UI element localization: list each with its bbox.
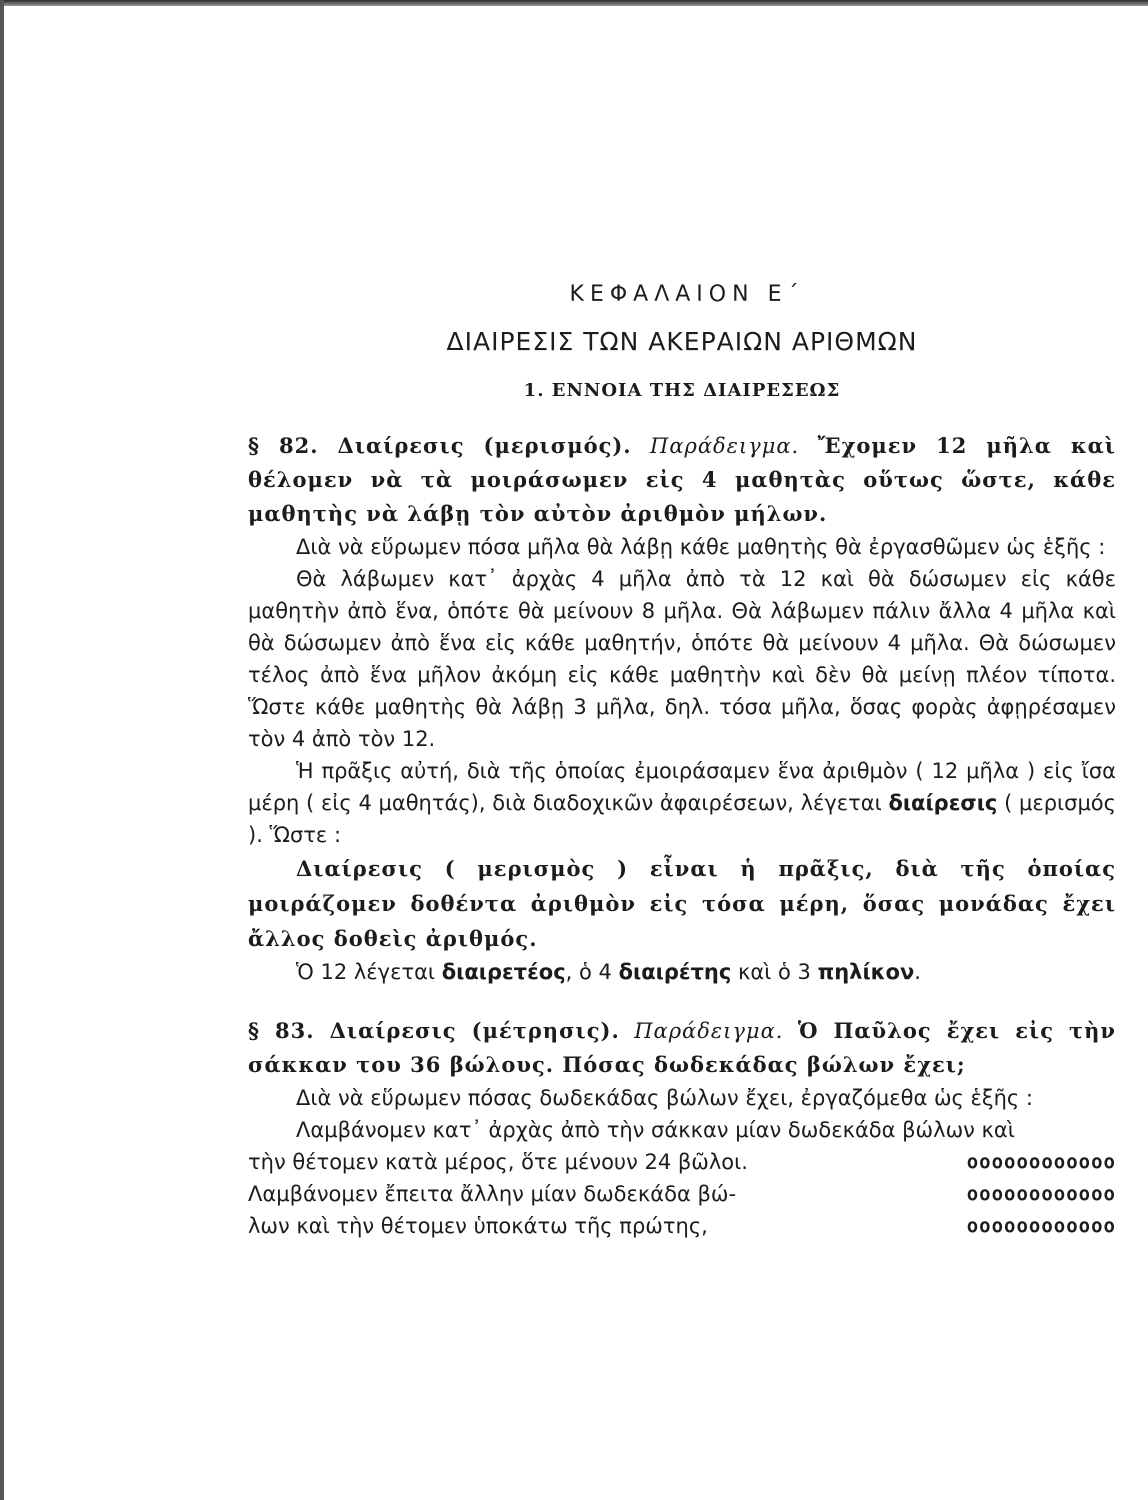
- term-divisor: διαιρέτης: [618, 960, 732, 984]
- text: ( μερισμός ). Ὥστε :: [248, 791, 1116, 847]
- paragraph: [248, 755, 1116, 851]
- section-subtitle: 1. ΕΝΝΟΙΑ ΤΗΣ ΔΙΑΙΡΕΣΕΩΣ: [523, 380, 841, 401]
- spacer: [248, 988, 1116, 1014]
- marbles-illustration: [248, 1146, 1116, 1242]
- marbles-row: οοοοοοοοοοοο: [966, 1215, 1116, 1237]
- text: λων καὶ τὴν θέτομεν ὑποκάτω τῆς πρώτης,: [248, 1214, 708, 1238]
- text: καὶ ὁ 3: [738, 960, 811, 984]
- text-row: [248, 1210, 1116, 1242]
- section-83-label: § 83. Διαίρεσις (μέτρησις).: [248, 1018, 620, 1043]
- chapter-heading: ΚΕΦΑΛΑΙΟΝ Ε΄: [569, 282, 805, 307]
- paragraph: Λαμβάνομεν κατ᾽ ἀρχὰς ἀπὸ τὴν σάκκαν μίαν δωδεκάδα βώλων καὶ: [296, 1118, 1015, 1142]
- section-83-heading: [248, 1014, 1116, 1082]
- text: , ὁ 4: [565, 960, 612, 984]
- marbles-row: οοοοοοοοοοοο: [966, 1183, 1116, 1205]
- section-82-heading: [248, 429, 1116, 531]
- chapter-title: ΔΙΑΙΡΕΣΙΣ ΤΩΝ ΑΚΕΡΑΙΩΝ ΑΡΙΘΜΩΝ: [446, 327, 918, 356]
- text: τὴν θέτομεν κατὰ μέρος, ὅτε μένουν 24 βῶλοι.: [248, 1150, 748, 1174]
- paragraph: Θὰ λάβωμεν κατ᾽ ἀρχὰς 4 μῆλα ἀπὸ τὰ 12 καὶ θὰ δώσωμεν εἰς κάθε μαθητὴν ἀπὸ ἕνα, ὁπότε θὰ μείνουν 8 μῆλα. Θὰ λάβωμεν πάλιν ἄλλα 4 μῆλα καὶ θὰ δώσωμεν ἀπὸ ἕνα εἰς κάθε μαθητήν, ὁπότε θὰ μείνουν 4 μῆλα. Θὰ δώσωμεν τέλος ἀπὸ ἕνα μῆλον ἀκόμη εἰς κάθε μαθητὴν καὶ δὲν θὰ μείνῃ πλέον τίποτα. Ὥστε κάθε μαθητὴς θὰ λάβῃ 3 μῆλα, δηλ. τόσα μῆλα, ὅσας φορὰς ἀφῃρέσαμεν τὸν 4 ἀπὸ τὸν 12.: [248, 567, 1116, 751]
- example-label: Παράδειγμα.: [634, 1019, 784, 1043]
- text-row: [248, 1146, 1116, 1178]
- section-82-problem: Ἔχομεν 12 μῆλα καὶ θέλομεν νὰ τὰ μοιράσωμεν εἰς 4 μαθητὰς οὕτως ὥστε, κάθε μαθητὴς νὰ λάβῃ τὸν αὐτὸν ἀριθμὸν μήλων.: [248, 433, 1116, 526]
- section-83-problem: Ὁ Παῦλος ἔχει εἰς τὴν σάκκαν του 36 βώλους. Πόσας δωδεκάδας βώλων ἔχει;: [248, 1018, 1117, 1077]
- text: .: [914, 960, 921, 984]
- scan-edge-top: [0, 0, 1148, 6]
- text: Λαμβάνομεν ἔπειτα ἄλλην μίαν δωδεκάδα βώ-: [248, 1182, 737, 1206]
- text-row: [248, 1178, 1116, 1210]
- scan-edge-left: [0, 0, 4, 1500]
- marbles-row: οοοοοοοοοοοο: [966, 1151, 1116, 1173]
- definition: Διαίρεσις ( μερισμὸς ) εἶναι ἡ πρᾶξις, διὰ τῆς ὁποίας μοιράζομεν δοθέντα ἀριθμὸν εἰς τόσα μέρη, ὅσας μονάδας ἔχει ἄλλος δοθεὶς ἀριθμός.: [248, 856, 1116, 951]
- term-quotient: πηλίκον: [817, 960, 915, 984]
- book-page: [248, 282, 1116, 1242]
- term-division: διαίρεσις: [888, 791, 998, 815]
- paragraph: Διὰ νὰ εὕρωμεν πόσας δωδεκάδας βώλων ἔχει, ἐργαζόμεθα ὡς ἑξῆς :: [296, 1086, 1033, 1110]
- text: Ἡ πρᾶξις αὐτή, διὰ τῆς ὁποίας ἐμοιράσαμεν ἕνα ἀριθμὸν ( 12 μῆλα ) εἰς ἴσα μέρη ( εἰς 4 μαθητάς), διὰ διαδοχικῶν ἀφαιρέσεων, λέγεται: [248, 759, 1116, 815]
- text: Ὁ 12 λέγεται: [296, 960, 436, 984]
- example-label: Παράδειγμα.: [650, 434, 800, 458]
- term-dividend: διαιρετέος: [441, 960, 566, 984]
- paragraph: [248, 956, 1116, 988]
- section-82-label: § 82. Διαίρεσις (μερισμός).: [248, 433, 632, 458]
- paragraph: Διὰ νὰ εὕρωμεν πόσα μῆλα θὰ λάβῃ κάθε μαθητὴς θὰ ἐργασθῶμεν ὡς ἑξῆς :: [296, 535, 1106, 559]
